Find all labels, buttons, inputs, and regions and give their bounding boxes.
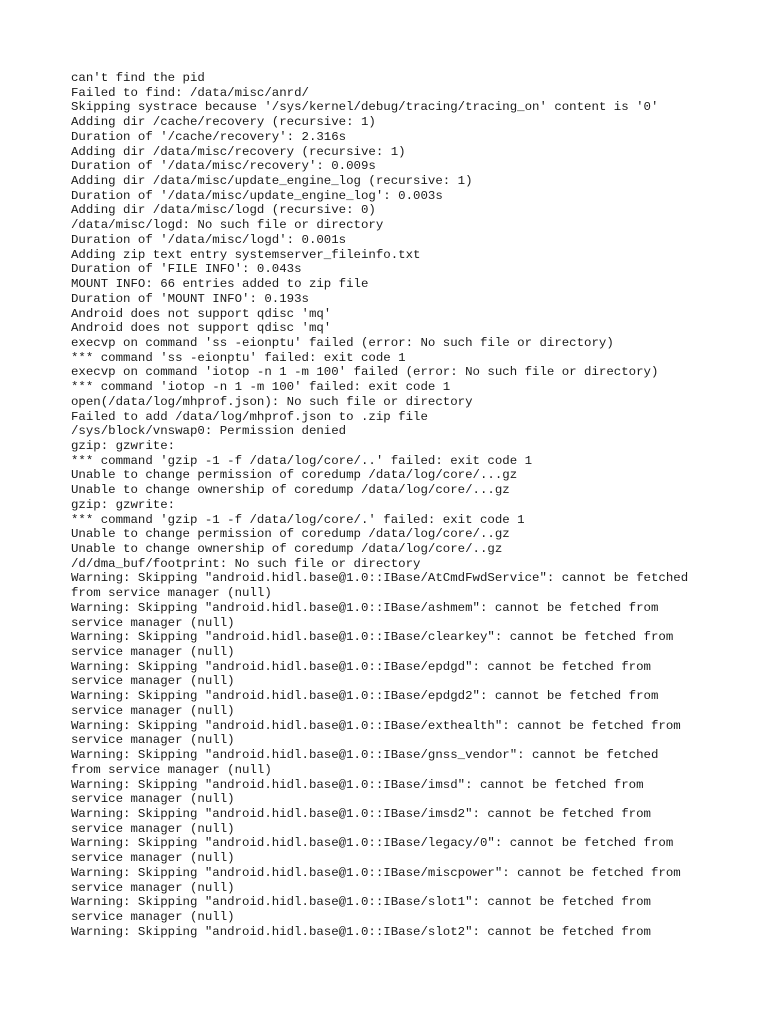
log-line: Warning: Skipping "android.hidl.base@1.0::IBase/ashmem": cannot be fetched from <box>71 600 659 615</box>
log-line: from service manager (null) <box>71 762 272 777</box>
log-line: Warning: Skipping "android.hidl.base@1.0::IBase/imsd": cannot be fetched from <box>71 777 644 792</box>
log-line: Warning: Skipping "android.hidl.base@1.0::IBase/epdgd2": cannot be fetched from <box>71 689 659 704</box>
log-line: Warning: Skipping "android.hidl.base@1.0::IBase/miscpower": cannot be fetched from <box>71 865 681 880</box>
log-line: *** command 'gzip -1 -f /data/log/core/.' failed: exit code 1 <box>71 512 525 527</box>
log-line: *** command 'iotop -n 1 -m 100' failed: exit code 1 <box>71 380 451 395</box>
log-line: can't find the pid <box>71 71 205 85</box>
log-line: service manager (null) <box>71 733 235 748</box>
log-line: execvp on command 'iotop -n 1 -m 100' failed (error: No such file or directory) <box>71 365 659 380</box>
log-line: Unable to change permission of coredump /data/log/core/..gz <box>71 527 510 542</box>
log-line: Warning: Skipping "android.hidl.base@1.0::IBase/gnss_vendor": cannot be fetched <box>71 748 659 763</box>
log-line: /data/misc/logd: No such file or directory <box>71 218 384 233</box>
log-line: Unable to change permission of coredump /data/log/core/...gz <box>71 468 518 483</box>
log-line: Warning: Skipping "android.hidl.base@1.0::IBase/exthealth": cannot be fetched from <box>71 718 681 733</box>
log-line: Failed to find: /data/misc/anrd/ <box>71 85 309 100</box>
log-line: Android does not support qdisc 'mq' <box>71 321 332 336</box>
log-line: service manager (null) <box>71 615 235 630</box>
log-line: service manager (null) <box>71 703 235 718</box>
log-line: service manager (null) <box>71 645 235 660</box>
log-line: Duration of '/cache/recovery': 2.316s <box>71 129 347 144</box>
log-line: service manager (null) <box>71 851 235 866</box>
log-line: service manager (null) <box>71 909 235 924</box>
log-line: Warning: Skipping "android.hidl.base@1.0::IBase/slot2": cannot be fetched from <box>71 924 651 939</box>
log-line: Warning: Skipping "android.hidl.base@1.0::IBase/imsd2": cannot be fetched from <box>71 806 651 821</box>
log-line: service manager (null) <box>71 674 235 689</box>
log-line: *** command 'ss -eionptu' failed: exit code 1 <box>71 350 406 365</box>
log-line: Android does not support qdisc 'mq' <box>71 306 332 321</box>
log-line: Duration of 'FILE INFO': 0.043s <box>71 262 302 277</box>
log-line: Unable to change ownership of coredump /data/log/core/..gz <box>71 542 503 556</box>
log-line: gzip: gzwrite: <box>71 438 176 453</box>
log-line: Adding dir /data/misc/logd (recursive: 0) <box>71 203 376 218</box>
log-line: Duration of '/data/misc/recovery': 0.009s <box>71 159 376 174</box>
log-text-body <box>71 71 751 939</box>
log-line: Skipping systrace because '/sys/kernel/debug/tracing/tracing_on' content is '0' <box>71 100 659 115</box>
log-line: Adding dir /cache/recovery (recursive: 1) <box>71 115 376 130</box>
log-line: Warning: Skipping "android.hidl.base@1.0::IBase/slot1": cannot be fetched from <box>71 895 651 910</box>
log-line: Duration of '/data/misc/update_engine_log': 0.003s <box>71 188 443 203</box>
log-line: Duration of '/data/misc/logd': 0.001s <box>71 232 347 247</box>
log-line: Duration of 'MOUNT INFO': 0.193s <box>71 291 309 306</box>
log-line: Adding dir /data/misc/update_engine_log (recursive: 1) <box>71 174 473 189</box>
log-line: service manager (null) <box>71 821 235 836</box>
log-line: Warning: Skipping "android.hidl.base@1.0::IBase/clearkey": cannot be fetched from <box>71 630 674 645</box>
log-line: /d/dma_buf/footprint: No such file or directory <box>71 556 421 571</box>
log-line: from service manager (null) <box>71 586 272 601</box>
log-line: Warning: Skipping "android.hidl.base@1.0::IBase/AtCmdFwdService": cannot be fetched <box>71 571 689 586</box>
log-line: gzip: gzwrite: <box>71 497 176 512</box>
log-line: open(/data/log/mhprof.json): No such file or directory <box>71 394 473 409</box>
log-line: /sys/block/vnswap0: Permission denied <box>71 424 347 439</box>
log-line: Unable to change ownership of coredump /data/log/core/...gz <box>71 483 510 498</box>
log-line: *** command 'gzip -1 -f /data/log/core/..' failed: exit code 1 <box>71 453 533 468</box>
log-line: Adding dir /data/misc/recovery (recursive: 1) <box>71 144 406 159</box>
log-line: Failed to add /data/log/mhprof.json to .zip file <box>71 409 428 424</box>
log-line: execvp on command 'ss -eionptu' failed (error: No such file or directory) <box>71 335 614 350</box>
log-line: MOUNT INFO: 66 entries added to zip file <box>71 277 369 292</box>
log-line: service manager (null) <box>71 880 235 895</box>
log-line: Warning: Skipping "android.hidl.base@1.0::IBase/legacy/0": cannot be fetched from <box>71 836 674 851</box>
log-line: service manager (null) <box>71 792 235 807</box>
log-line: Warning: Skipping "android.hidl.base@1.0::IBase/epdgd": cannot be fetched from <box>71 659 651 674</box>
log-line: Adding zip text entry systemserver_fileinfo.txt <box>71 247 421 262</box>
